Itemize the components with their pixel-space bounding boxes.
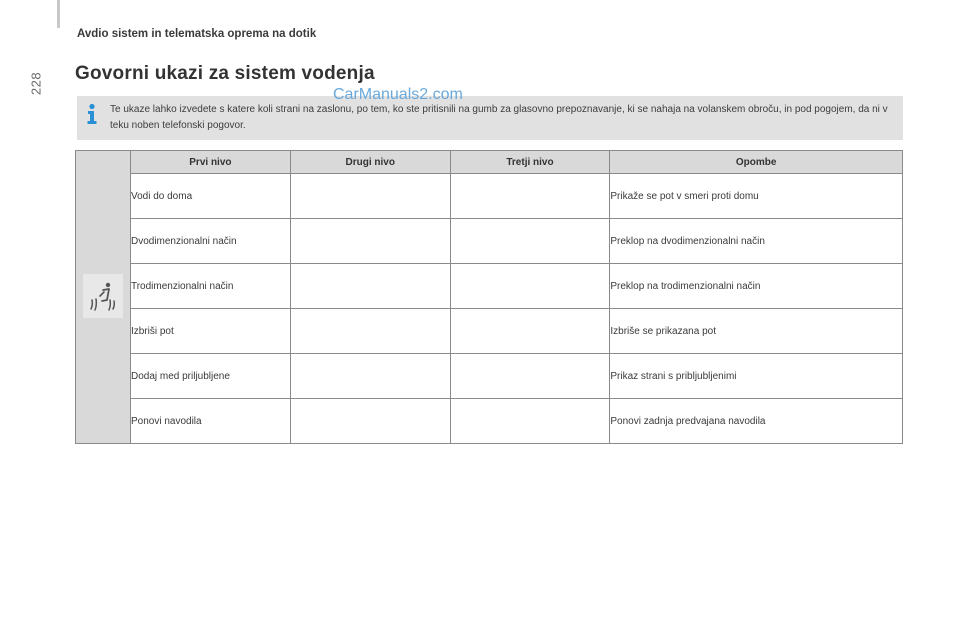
third-level-cell <box>450 354 610 399</box>
page-title: Govorni ukazi za sistem vodenja <box>75 63 375 84</box>
side-rule <box>57 0 60 28</box>
first-level-cell: Izbriši pot <box>130 309 290 354</box>
column-header-second: Drugi nivo <box>290 151 450 174</box>
third-level-cell <box>450 219 610 264</box>
notes-cell: Preklop na dvodimenzionalni način <box>610 219 903 264</box>
second-level-cell <box>290 219 450 264</box>
third-level-cell <box>450 309 610 354</box>
page-number: 228 <box>28 71 44 96</box>
second-level-cell <box>290 264 450 309</box>
voice-commands-table <box>75 150 903 444</box>
notes-cell: Preklop na trodimenzionalni način <box>610 264 903 309</box>
table-row <box>76 354 903 399</box>
column-header-first: Prvi nivo <box>130 151 290 174</box>
running-header: Avdio sistem in telematska oprema na dotik <box>77 28 317 40</box>
info-icon <box>85 103 99 125</box>
first-level-cell: Dodaj med priljubljene <box>130 354 290 399</box>
table-row <box>76 219 903 264</box>
notes-cell: Prikaz strani s pribljubljenimi <box>610 354 903 399</box>
table-row <box>76 309 903 354</box>
table-row <box>76 399 903 444</box>
notes-cell: Izbriše se prikazana pot <box>610 309 903 354</box>
second-level-cell <box>290 399 450 444</box>
icon-column <box>76 151 131 444</box>
third-level-cell <box>450 264 610 309</box>
third-level-cell <box>450 399 610 444</box>
first-level-cell: Trodimenzionalni način <box>130 264 290 309</box>
watermark-text: CarManuals2.com <box>333 86 463 103</box>
second-level-cell <box>290 174 450 219</box>
table-header-row <box>76 151 903 174</box>
first-level-cell: Vodi do doma <box>130 174 290 219</box>
table-row <box>76 264 903 309</box>
second-level-cell <box>290 354 450 399</box>
first-level-cell: Dvodimenzionalni način <box>130 219 290 264</box>
table-row <box>76 174 903 219</box>
second-level-cell <box>290 309 450 354</box>
notes-cell: Ponovi zadnja predvajana navodila <box>610 399 903 444</box>
column-header-notes: Opombe <box>610 151 903 174</box>
notes-cell: Prikaže se pot v smeri proti domu <box>610 174 903 219</box>
third-level-cell <box>450 174 610 219</box>
info-text: Te ukaze lahko izvedete s katere koli strani na zaslonu, po tem, ko ste pritisnili na gumb za glasovno prepoznavanje, ki se nahaja na volanskem obroču, in pod pogojem, da ni v teku noben telefonski pogovor. <box>110 104 888 131</box>
info-box <box>77 96 903 140</box>
column-header-third: Tretji nivo <box>450 151 610 174</box>
voice-command-icon <box>83 274 123 318</box>
first-level-cell: Ponovi navodila <box>130 399 290 444</box>
